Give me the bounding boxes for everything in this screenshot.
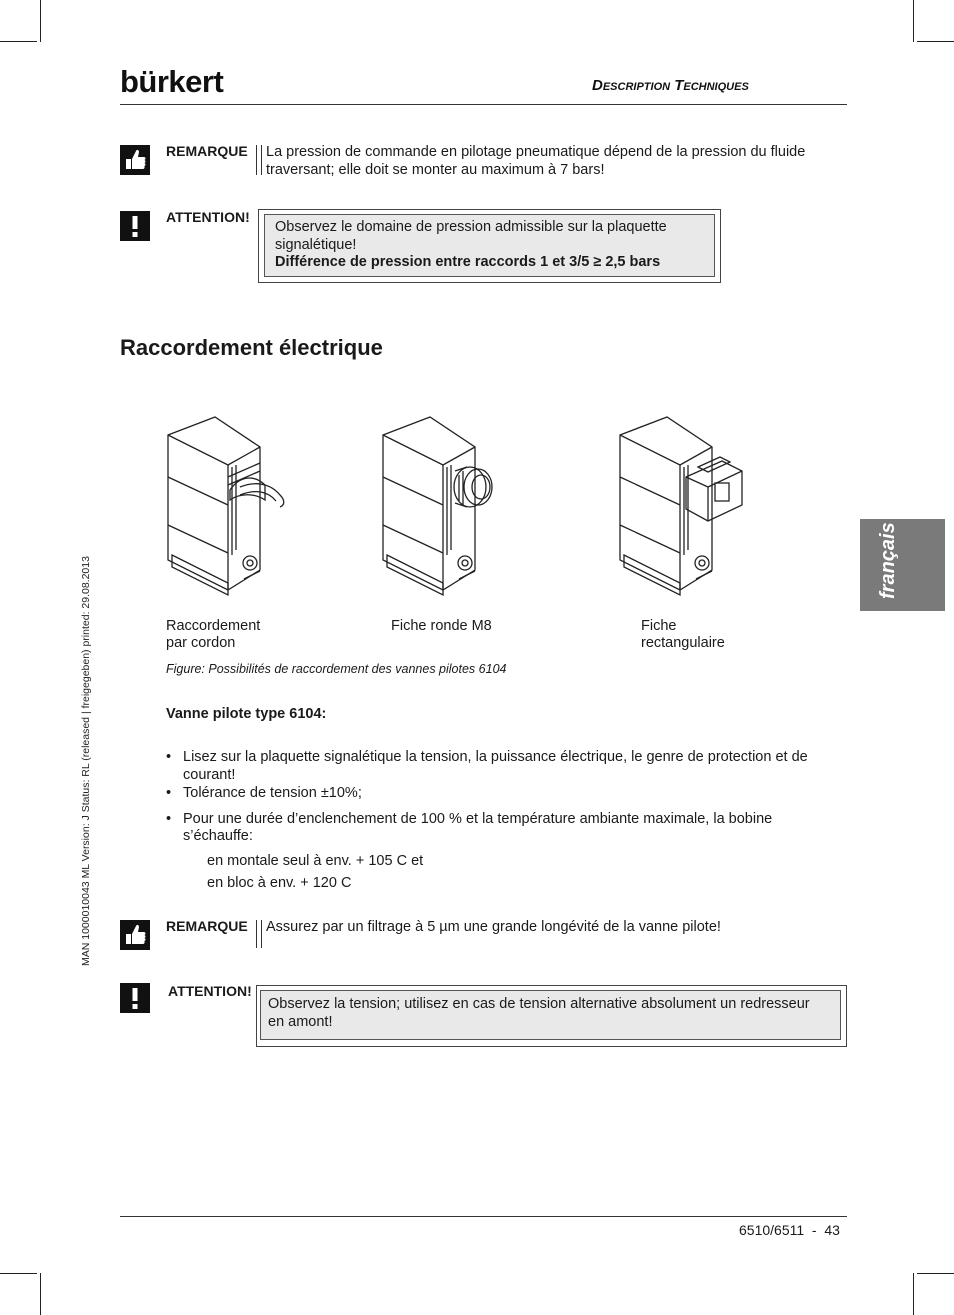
- list-item-line: s’échauffe:: [183, 828, 253, 844]
- valve-m8-illustration: [375, 405, 515, 605]
- valve-rectangular-illustration: [612, 405, 762, 605]
- note-text-line: traversant; elle doit se monter au maximum à 7 bars!: [266, 161, 605, 178]
- language-tab-label: français: [877, 522, 899, 599]
- bullet-list: [166, 749, 826, 846]
- note-divider: [256, 920, 262, 948]
- caption-line: Raccordement: [166, 618, 261, 634]
- note-label: REMARQUE: [166, 143, 248, 159]
- hand-note-icon: [120, 920, 150, 950]
- attention-label: ATTENTION!: [168, 983, 252, 999]
- subheading: Vanne pilote type 6104:: [166, 706, 327, 722]
- attention-text-line: Observez la tension; utilisez en cas de tension alternative absolument un redresseur: [268, 996, 810, 1012]
- crop-mark: [0, 1273, 37, 1274]
- attention-text-line: Observez le domaine de pression admissible sur la plaquette: [275, 219, 667, 235]
- list-item: [166, 785, 826, 803]
- section-heading: Raccordement électrique: [120, 335, 383, 360]
- caption-line: rectangulaire: [641, 635, 725, 651]
- figure-item-caption: [391, 618, 492, 635]
- section-title: Description Techniques: [592, 77, 749, 94]
- crop-mark: [917, 41, 954, 42]
- crop-mark: [913, 0, 914, 42]
- footer-rule: [120, 1216, 847, 1217]
- attention-text-bold: Différence de pression entre raccords 1 et 3/5 ≥ 2,5 bars: [275, 254, 661, 270]
- hand-note-icon: [120, 145, 150, 175]
- caption-line: Fiche: [641, 618, 677, 634]
- list-item-line: • Lisez sur la plaquette signalétique la tension, la puissance électrique, le genre de protection et de: [183, 749, 808, 765]
- figure-caption: Figure: Possibilités de raccordement des vannes pilotes 6104: [166, 662, 507, 676]
- crop-mark: [40, 1273, 41, 1315]
- caption-line: par cordon: [166, 635, 236, 651]
- attention-box-inner: [264, 214, 715, 277]
- crop-mark: [917, 1273, 954, 1274]
- note-divider: [256, 145, 262, 175]
- note-text: [266, 144, 836, 179]
- document-meta: MAN 1000010043 ML Version: J Status: RL (released | freigegeben) printed: 29.08.2013: [80, 556, 92, 966]
- list-item-line: courant!: [183, 766, 236, 783]
- crop-mark: [0, 41, 37, 42]
- temperature-line: en bloc à env. + 120 C: [207, 874, 352, 891]
- attention-text-line: en amont!: [268, 1013, 333, 1030]
- attention-box: [256, 985, 847, 1047]
- exclamation-icon: [120, 983, 150, 1013]
- language-tab: [860, 519, 945, 611]
- header-rule: [120, 104, 847, 105]
- attention-label: ATTENTION!: [166, 209, 250, 225]
- list-item-line: • Pour une durée d’enclenchement de 100 % et la température ambiante maximale, la bobine: [183, 810, 773, 827]
- list-item: [166, 811, 826, 846]
- temperature-line: en montale seul à env. + 105 C et: [207, 853, 424, 869]
- list-item-line: • Tolérance de tension ±10%;: [183, 785, 362, 801]
- note-text-line: La pression de commande en pilotage pneumatique dépend de la pression du fluide: [266, 144, 806, 160]
- crop-mark: [913, 1273, 914, 1315]
- attention-text-line: signalétique!: [275, 236, 357, 253]
- caption-line: Fiche ronde M8: [391, 618, 492, 634]
- figure-item-caption: [166, 618, 260, 652]
- attention-box-inner: [260, 990, 841, 1040]
- figure-item-caption: [641, 618, 725, 652]
- brand-logo: bürkert: [120, 64, 224, 99]
- note-label: REMARQUE: [166, 918, 248, 934]
- list-item: [166, 749, 826, 784]
- note-text: Assurez par un filtrage à 5 µm une grande longévité de la vanne pilote!: [266, 919, 721, 935]
- valve-cable-illustration: [160, 405, 300, 605]
- crop-mark: [40, 0, 41, 42]
- attention-box: [258, 209, 721, 283]
- exclamation-icon: [120, 211, 150, 241]
- temperature-lines: [207, 853, 423, 892]
- page-number: 6510/6511 - 43: [739, 1222, 840, 1238]
